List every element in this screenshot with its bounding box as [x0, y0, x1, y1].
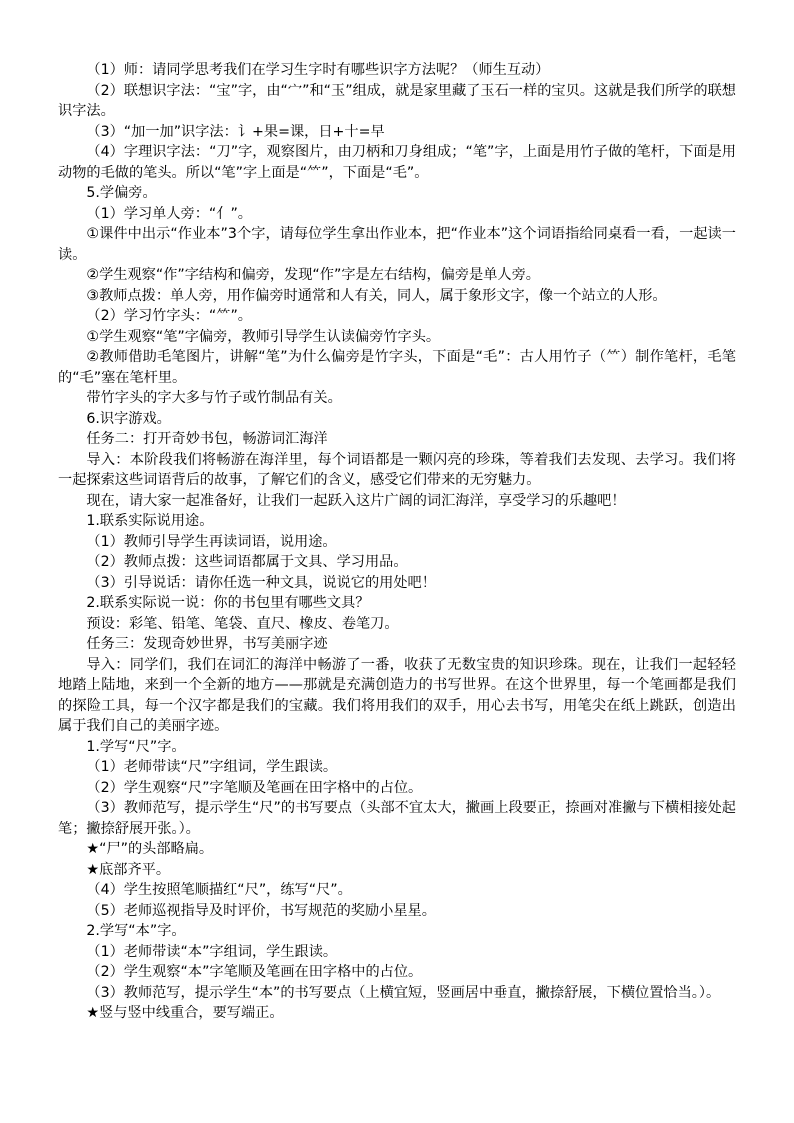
- document-body: [58, 60, 736, 1024]
- paragraph: （1）老师带读“本”字组词，学生跟读。: [86, 943, 338, 960]
- section-heading: 2.联系实际说一说：你的书包里有哪些文具？: [86, 595, 370, 611]
- paragraph: 预设：彩笔、铅笔、笔袋、直尺、橡皮、卷笔刀。: [86, 615, 399, 632]
- paragraph: （2）教师点拨：这些词语都属于文具、学习用品。: [86, 554, 408, 570]
- star-note: ★底部齐平。: [86, 861, 171, 878]
- paragraph: （3）引导说话：请你任选一种文具，说说它的用处吧！: [86, 574, 436, 591]
- paragraph: （2）学习竹字头：“⺮”。: [86, 308, 252, 324]
- task-heading: 任务三：发现奇妙世界，书写美丽字迹: [86, 636, 328, 652]
- paragraph: ③教师点拨：单人旁，用作偏旁时通常和人有关，同人，属于象形文字，像一个站立的人形。: [86, 287, 667, 304]
- section-heading: 1.学写“尺”字。: [86, 738, 186, 755]
- paragraph: （5）老师巡视指导及时评价，书写规范的奖励小星星。: [86, 902, 436, 919]
- star-note: ★竖与竖中线重合，要写端正。: [86, 1005, 284, 1021]
- paragraph: （4）字理识字法：“刀”字，观察图片，由刀柄和刀身组成；“笔”字，上面是用竹子做的笔杆，下面是用动物的毛做的笔头。所以“笔”字上面是“⺮”，下面是“毛”。: [58, 144, 736, 181]
- paragraph: （1）师：请同学思考我们在学习生字时有哪些识字方法呢？（师生互动）: [86, 62, 550, 78]
- section-heading: 5.学偏旁。: [86, 185, 157, 201]
- section-heading: 2.学写“本”字。: [86, 923, 186, 939]
- section-heading: 6.识字游戏。: [86, 410, 171, 427]
- star-note: ★“尸”的头部略扁。: [86, 841, 214, 857]
- paragraph: （3）教师范写，提示学生“尺”的书写要点（头部不宜太大，撇画上段要正，捺画对准撇与下横相接处起笔；撇捺舒展开张。）。: [58, 800, 736, 837]
- paragraph: ②学生观察“作”字结构和偏旁，发现“作”字是左右结构，偏旁是单人旁。: [86, 267, 540, 283]
- paragraph: （2）学生观察“尺”字笔顺及笔画在田字格中的占位。: [86, 779, 423, 796]
- paragraph: 导入：本阶段我们将畅游在海洋里，每个词语都是一颗闪亮的珍珠，等着我们去发现、去学习。我们将一起探索这些词语背后的故事，了解它们的含义，感受它们带来的无穷魅力。: [58, 451, 736, 488]
- paragraph: ①学生观察“笔”字偏旁，教师引导学生认读偏旁竹字头。: [86, 328, 441, 345]
- paragraph: （1）教师引导学生再读词语，说用途。: [86, 533, 337, 550]
- paragraph: 现在，请大家一起准备好，让我们一起跃入这片广阔的词汇海洋，享受学习的乐趣吧！: [86, 492, 626, 509]
- paragraph: （1）老师带读“尺”字组词，学生跟读。: [86, 759, 338, 775]
- paragraph: 导入：同学们，我们在词汇的海洋中畅游了一番，收获了无数宝贵的知识珍珠。现在，让我们一起轻轻地踏上陆地，来到一个全新的地方——那就是充满创造力的书写世界。在这个世界里，每一个笔画都是我们的探险工具，每一个汉字都是我们的宝藏。我们将用我们的双手，用心去书写，用笔尖在纸上跳跃，创造出属于我们自己的美丽字迹。: [58, 656, 736, 734]
- paragraph: （1）学习单人旁：“亻”。: [86, 205, 252, 222]
- paragraph: （3）教师范写，提示学生“本”的书写要点（上横宜短，竖画居中垂直，撇捺舒展，下横位置恰当。）。: [86, 984, 721, 1001]
- paragraph: ①课件中出示“作业本”3个字，请每位学生拿出作业本，把“作业本”这个词语指给同桌看一看，一起读一读。: [58, 226, 736, 263]
- paragraph: ②教师借助毛笔图片，讲解“笔”为什么偏旁是竹字头，下面是“毛”：古人用竹子（⺮）制作笔杆，毛笔的“毛”塞在笔杆里。: [58, 349, 736, 386]
- section-heading: 1.联系实际说用途。: [86, 513, 214, 529]
- paragraph: （4）学生按照笔顺描红“尺”，练写“尺”。: [86, 882, 352, 898]
- paragraph: （2）学生观察“本”字笔顺及笔画在田字格中的占位。: [86, 964, 423, 980]
- paragraph: 带竹字头的字大多与竹子或竹制品有关。: [86, 390, 342, 406]
- paragraph: （3）“加一加”识字法：讠+果=课，日+十=早: [86, 123, 385, 140]
- task-heading: 任务二：打开奇妙书包，畅游词汇海洋: [86, 431, 328, 447]
- paragraph: （2）联想识字法：“宝”字，由“宀”和“玉”组成，就是家里藏了玉石一样的宝贝。这就是我们所学的联想识字法。: [58, 82, 736, 119]
